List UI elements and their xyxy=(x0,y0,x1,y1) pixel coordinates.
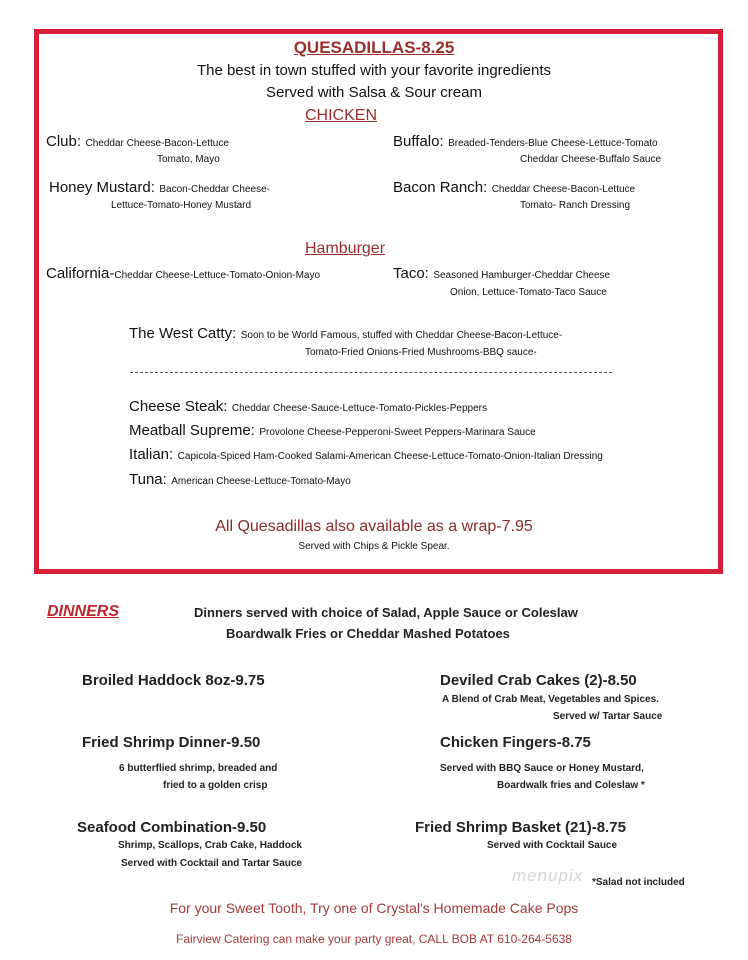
item-honey-mustard xyxy=(49,179,270,197)
wrap-note: All Quesadillas also available as a wrap-7.95 xyxy=(215,518,533,535)
footer-cake-pops: For your Sweet Tooth, Try one of Crystal's Homemade Cake Pops xyxy=(169,900,579,916)
item-desc: Capicola-Spiced Ham-Cooked Salami-American Cheese-Lettuce-Tomato-Onion-Italian Dressing xyxy=(177,451,603,462)
item-cheese-steak xyxy=(129,398,487,416)
item-desc: Provolone Cheese-Pepperoni-Sweet Peppers-Marinara Sauce xyxy=(259,427,536,438)
item-desc: Cheddar Cheese-Bacon-Lettuce xyxy=(85,138,229,149)
dinner-desc: Shrimp, Scallops, Crab Cake, Haddock xyxy=(118,840,302,851)
dashed-divider xyxy=(130,372,612,373)
chicken-heading: CHICKEN xyxy=(305,107,378,124)
dinners-subtitle-2: Boardwalk Fries or Cheddar Mashed Potatoes xyxy=(226,626,510,641)
dinner-shrimp-basket: Fried Shrimp Basket (21)-8.75 xyxy=(415,819,626,836)
item-buffalo xyxy=(393,133,658,151)
item-name: The West Catty: xyxy=(129,325,237,342)
item-desc: Lettuce-Tomato-Honey Mustard xyxy=(111,200,252,211)
item-taco xyxy=(393,265,610,283)
item-desc: Onion, Lettuce-Tomato-Taco Sauce xyxy=(450,287,607,298)
dinner-chicken-fingers: Chicken Fingers-8.75 xyxy=(440,734,591,751)
item-name: Club: xyxy=(46,133,82,150)
item-name: Bacon Ranch: xyxy=(393,179,488,196)
dinners-heading: DINNERS xyxy=(47,603,120,620)
item-desc: American Cheese-Lettuce-Tomato-Mayo xyxy=(171,476,351,487)
item-california xyxy=(46,265,320,283)
item-desc: Cheddar Cheese-Lettuce-Tomato-Onion-Mayo xyxy=(114,270,321,281)
item-name: Cheese Steak: xyxy=(129,398,228,415)
dinner-desc: Boardwalk fries and Coleslaw * xyxy=(497,780,645,791)
item-desc: Breaded-Tenders-Blue Cheese-Lettuce-Tomato xyxy=(448,138,658,149)
quesadillas-subtitle-1: The best in town stuffed with your favorite ingredients xyxy=(196,62,552,79)
item-name: Buffalo: xyxy=(393,133,444,150)
item-desc: Seasoned Hamburger-Cheddar Cheese xyxy=(433,270,611,281)
watermark-logo: menupix xyxy=(512,866,584,885)
dinner-desc: 6 butterflied shrimp, breaded and xyxy=(119,763,278,774)
dinner-desc: Served w/ Tartar Sauce xyxy=(553,711,663,722)
wrap-sub: Served with Chips & Pickle Spear. xyxy=(298,541,450,552)
item-desc: Tomato, Mayo xyxy=(157,154,220,165)
dinner-seafood-combination: Seafood Combination-9.50 xyxy=(77,819,267,836)
footer-catering: Fairview Catering can make your party great, CALL BOB AT 610-264-5638 xyxy=(176,932,572,946)
item-tuna xyxy=(129,471,351,489)
dinner-haddock: Broiled Haddock 8oz-9.75 xyxy=(82,672,265,689)
dinner-desc: Served with Cocktail and Tartar Sauce xyxy=(121,858,302,869)
item-desc: Tomato- Ranch Dressing xyxy=(520,200,631,211)
dinner-crab-cakes: Deviled Crab Cakes (2)-8.50 xyxy=(440,672,637,689)
item-desc: Tomato-Fried Onions-Fried Mushrooms-BBQ sauce- xyxy=(305,347,537,358)
item-desc: Cheddar Cheese-Sauce-Lettuce-Tomato-Pickles-Peppers xyxy=(231,403,487,414)
item-bacon-ranch xyxy=(393,179,635,197)
dinner-fried-shrimp: Fried Shrimp Dinner-9.50 xyxy=(82,734,261,751)
item-name: California- xyxy=(46,265,115,282)
item-club xyxy=(46,133,229,151)
dinner-desc: Served with Cocktail Sauce xyxy=(487,840,618,851)
item-italian xyxy=(129,446,603,464)
item-name: Meatball Supreme: xyxy=(129,422,255,439)
dinner-desc: A Blend of Crab Meat, Vegetables and Spices. xyxy=(442,694,659,705)
item-name: Tuna: xyxy=(129,471,167,488)
item-desc: Cheddar Cheese-Buffalo Sauce xyxy=(520,154,662,165)
item-name: Taco: xyxy=(393,265,429,282)
item-name: Honey Mustard: xyxy=(49,179,155,196)
quesadillas-subtitle-2: Served with Salsa & Sour cream xyxy=(266,84,482,101)
hamburger-heading: Hamburger xyxy=(305,240,386,257)
item-west-catty xyxy=(129,325,562,343)
salad-note: *Salad not included xyxy=(592,877,685,888)
quesadillas-title: QUESADILLAS-8.25 xyxy=(293,38,455,57)
dinner-desc: Served with BBQ Sauce or Honey Mustard, xyxy=(440,763,644,774)
item-desc: Cheddar Cheese-Bacon-Lettuce xyxy=(491,184,636,195)
item-desc: Bacon-Cheddar Cheese- xyxy=(159,184,270,195)
dinner-desc: fried to a golden crisp xyxy=(163,780,268,791)
quesadillas-box xyxy=(34,29,723,574)
item-name: Italian: xyxy=(129,446,174,463)
item-desc: Soon to be World Famous, stuffed with Cheddar Cheese-Bacon-Lettuce- xyxy=(240,330,563,341)
item-meatball-supreme xyxy=(129,422,536,440)
dinners-subtitle-1: Dinners served with choice of Salad, Apple Sauce or Coleslaw xyxy=(194,605,578,620)
